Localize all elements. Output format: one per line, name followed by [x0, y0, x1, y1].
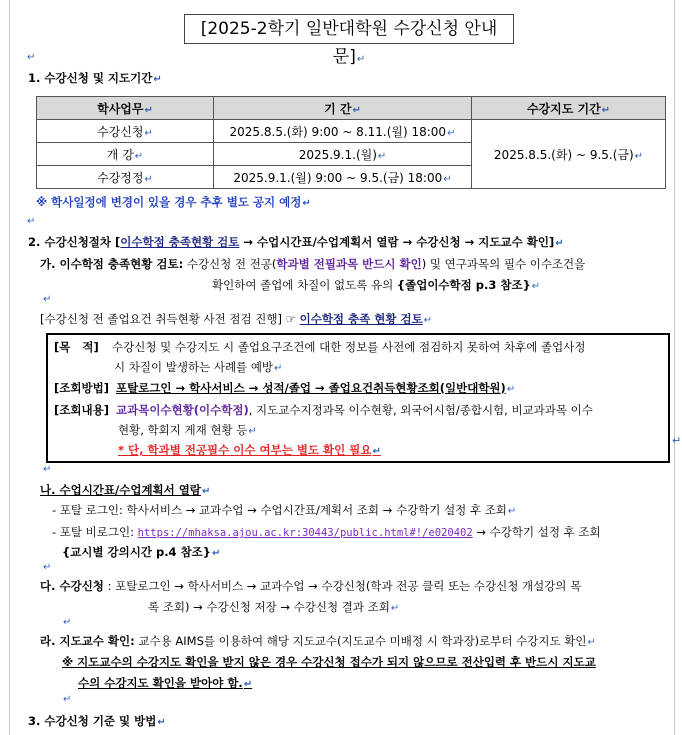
paragraph-mark: ↵ — [153, 74, 162, 85]
major-required-note: * 단, 학과별 전공필수 이수 여부는 별도 확인 필요↵ — [118, 443, 381, 457]
left-margin-line — [9, 0, 10, 735]
paragraph-mark: ↵ — [27, 52, 36, 63]
step-da: 다. 수강신청 : 포탈로그인 → 학사서비스 → 교과수업 → 수강신청(학과 전공 클릭 또는 수강신청 개설강의 목 — [40, 579, 582, 593]
right-margin-line — [674, 0, 675, 735]
purpose-label: [목 적] — [54, 340, 99, 354]
paragraph-mark: ↵ — [27, 216, 36, 227]
credit-status-link[interactable]: 이수학점 충족 현황 검토 — [299, 312, 423, 326]
row-task: 개 강↵ — [37, 143, 214, 166]
title-text: [2025-2학기 일반대학원 수강신청 안내문] — [200, 19, 498, 67]
purpose-row-cont: 시 차질이 발생하는 사례를 예방↵ — [114, 360, 283, 374]
table-row — [37, 120, 666, 143]
step-ga-cont: 확인하여 졸업에 차질이 없도록 유의 {졸업이수학점 p.3 참조}↵ — [212, 278, 541, 292]
header-guidance: 수강지도 기간↵ — [472, 97, 666, 120]
header-period: 기 간↵ — [214, 97, 472, 120]
paragraph-mark: ↵ — [356, 54, 366, 65]
content-row: [조회내용] 교과목이수현황(이수학점), 지도교수지정과목 이수현황, 외국어시험/종합시험, 비교과과목 이수 — [54, 403, 593, 417]
content-label: [조회내용] — [54, 403, 109, 417]
schedule-table — [36, 96, 666, 189]
class-hours-ref: {교시별 강의시간 p.4 참조}↵ — [62, 545, 221, 559]
row-task: 수강신청↵ — [37, 120, 214, 143]
document-title — [184, 14, 514, 67]
row-period: 2025.9.1.(월) 9:00 ~ 9.5.(금) 18:00↵ — [214, 166, 472, 189]
course-completion-highlight: 교과목이수현황(이수학점) — [116, 403, 249, 417]
timetable-login-item: - 포탈 로그인: 학사서비스 → 교과수업 → 수업시간표/계획서 조회 → 수강학기 설정 후 조회↵ — [52, 503, 517, 517]
step-ga: 가. 이수학점 충족현황 검토: 수강신청 전 전공(학과별 전필과목 반드시 확인) 및 연구과목의 필수 이수조건을 — [40, 257, 586, 271]
paragraph-mark: ↵ — [43, 562, 52, 573]
purpose-row: [목 적] 수강신청 및 수강지도 시 졸업요구조건에 대한 정보를 사전에 점검하지 못하여 차후에 졸업사정 — [54, 340, 586, 354]
precheck-line: [수강신청 전 졸업요건 취득현황 사전 점검 진행] ☞ 이수학점 충족 현황 검토↵ — [40, 312, 433, 326]
table-header-row — [37, 97, 666, 120]
step-na: 나. 수업시간표/수업계획서 열람↵ — [40, 483, 211, 497]
public-timetable-link[interactable]: https://mhaksa.ajou.ac.kr:30443/public.html#!/e020402 — [137, 527, 473, 539]
guidance-period-cell: 2025.8.5.(화) ~ 9.5.(금)↵ — [472, 120, 666, 189]
major-required-highlight: 학과별 전필과목 반드시 확인 — [276, 257, 422, 271]
timetable-nologin-item: - 포탈 비로그인: https://mhaksa.ajou.ac.kr:30443/public.html#!/e020402 → 수강학기 설정 후 조회 — [52, 525, 601, 539]
header-task: 학사업무↵ — [37, 97, 214, 120]
row-task: 수강정정↵ — [37, 166, 214, 189]
paragraph-mark: ↵ — [63, 694, 72, 705]
step-da-cont: 록 조회) → 수강신청 저장 → 수강신청 결과 조회↵ — [148, 600, 400, 614]
graduation-credit-ref: {졸업이수학점 p.3 참조} — [396, 278, 531, 292]
advisor-warning-cont: 수의 수강지도 확인을 받아야 함.↵ — [78, 676, 253, 690]
content-row-cont: 현황, 학회지 게재 현황 등↵ — [118, 423, 257, 437]
paragraph-mark: ↵ — [43, 464, 52, 475]
schedule-change-notice: ※ 학사일정에 변경이 있을 경우 추후 별도 공지 예정↵ — [36, 195, 311, 209]
section2-heading: 2. 수강신청절차 [이수학점 충족현황 검토 → 수업시간표/수업계획서 열람 → 수강신청 → 지도교수 확인]↵ — [28, 235, 564, 249]
section1-heading-text: 1. 수강신청 및 지도기간 — [28, 71, 153, 85]
row-period: 2025.8.5.(화) 9:00 ~ 8.11.(월) 18:00↵ — [214, 120, 472, 143]
advisor-warning: ※ 지도교수의 수강지도 확인을 받지 않은 경우 수강신청 접수가 되지 않으므로 전산입력 후 반드시 지도교 — [62, 655, 596, 669]
credit-review-link[interactable]: 이수학점 충족현황 검토 — [120, 235, 240, 249]
section1-heading — [28, 70, 162, 86]
step-ra: 라. 지도교수 확인: 교수용 AIMS를 이용하여 해당 지도교수(지도교수 미배정 시 학과장)로부터 수강지도 확인↵ — [40, 634, 596, 648]
row-period: 2025.9.1.(월)↵ — [214, 143, 472, 166]
notice-text: ※ 학사일정에 변경이 있을 경우 추후 별도 공지 예정 — [36, 195, 302, 209]
section3-heading: 3. 수강신청 기준 및 방법↵ — [28, 714, 166, 728]
paragraph-mark: ↵ — [63, 617, 72, 628]
method-path: 포탈로그인 → 학사서비스 → 성적/졸업 → 졸업요건취득현황조회(일반대학원) — [116, 381, 506, 395]
method-row: [조회방법] 포탈로그인 → 학사서비스 → 성적/졸업 → 졸업요건취득현황조회(일반대학원)↵ — [54, 381, 516, 395]
paragraph-mark: ↵ — [43, 294, 52, 305]
method-label: [조회방법] — [54, 381, 109, 395]
line-return-arrow-icon: ↵ — [672, 434, 682, 447]
